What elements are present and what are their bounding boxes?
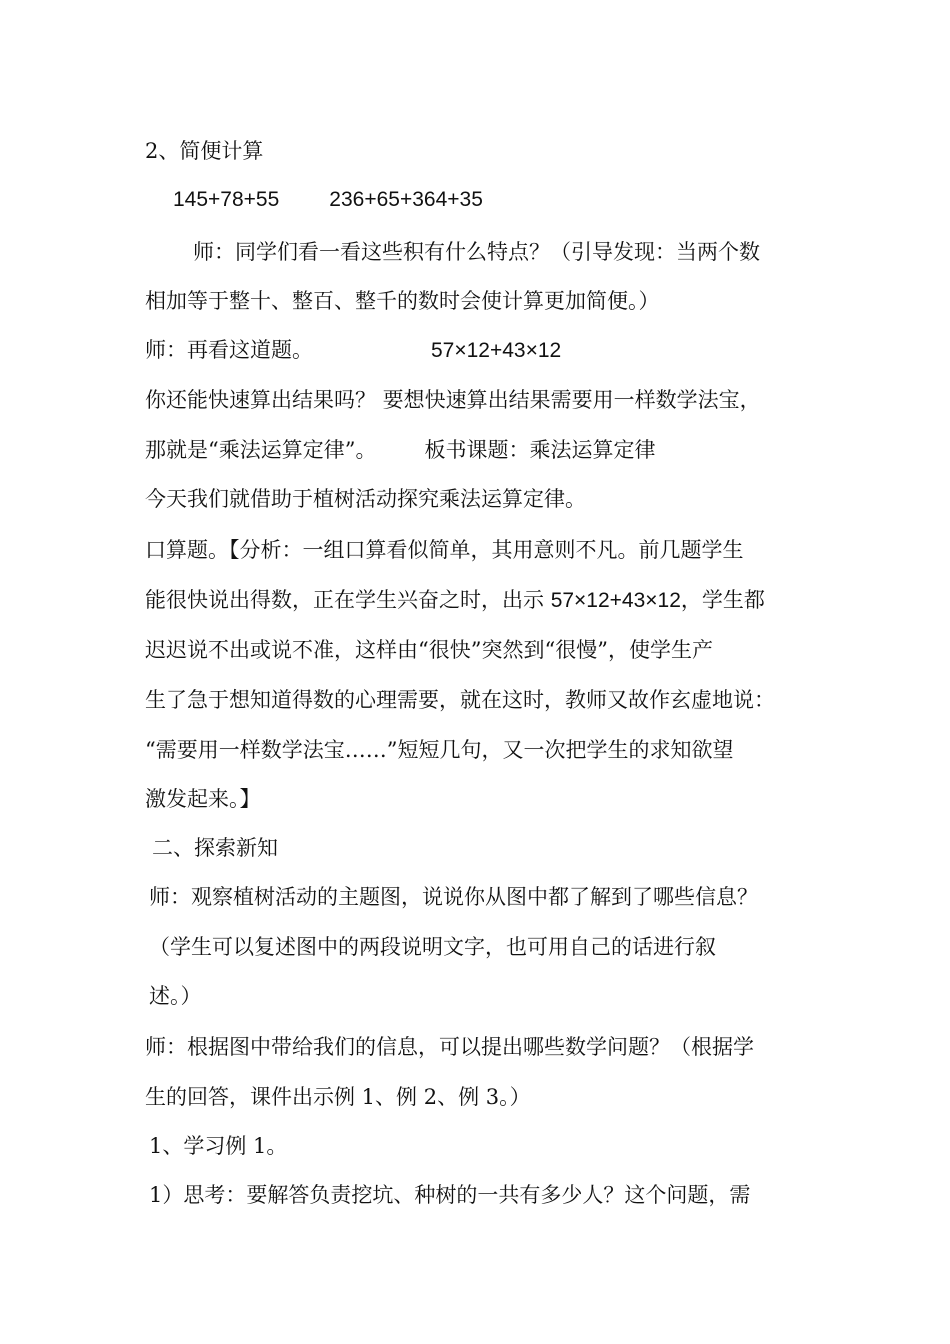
teacher-question-2-text: 师：再看这道题。 [145, 338, 313, 362]
observe-line-2: （学生可以复述图中的两段说明文字，也可用自己的话进行叙 [149, 935, 716, 959]
teacher-question-2-expression: 57×12+43×12 [431, 339, 562, 362]
expression-row [173, 180, 483, 220]
expression-b: 236+65+364+35 [329, 188, 483, 211]
example-1-title: 1、学习例 1。 [149, 1134, 288, 1158]
today-intro: 今天我们就借助于植树活动探究乘法运算定律。 [145, 487, 586, 511]
analysis-line-2 [145, 580, 765, 620]
section-heading-simplified-calc: 2、简便计算 [145, 139, 264, 163]
analysis-line-5: “需要用一样数学法宝……”短短几句，又一次把学生的求知欲望 [145, 738, 734, 762]
think-line: 1）思考：要解答负责挖坑、种树的一共有多少人？这个问题，需 [149, 1183, 751, 1207]
analysis-line-2-end: ，学生都 [680, 588, 765, 612]
analysis-line-3: 迟迟说不出或说不准，这样由“很快”突然到“很慢”，使学生产 [145, 638, 713, 662]
analysis-line-2-start: 能很快说出得数，正在学生兴奋之时，出示 [145, 588, 551, 612]
analysis-line-6: 激发起来。】 [145, 787, 261, 811]
section-heading-explore: 二、探索新知 [152, 836, 278, 860]
observe-line-3: 述。） [149, 984, 202, 1008]
analysis-line-4: 生了急于想知道得数的心理需要，就在这时，教师又故作玄虚地说： [145, 688, 775, 712]
observe-line-1: 师：观察植树活动的主题图，说说你从图中都了解到了哪些信息？ [149, 885, 758, 909]
fast-calc-paragraph-line-1: 你还能快速算出结果吗？ 要想快速算出结果需要用一样数学法宝， [145, 388, 761, 412]
analysis-line-1: 口算题。【分析：一组口算看似简单，其用意则不凡。前几题学生 [145, 538, 744, 562]
blackboard-title: 板书课题：乘法运算定律 [424, 438, 656, 462]
expression-a: 145+78+55 [173, 188, 280, 211]
teacher-question-2 [145, 330, 561, 370]
question-line-1: 师：根据图中带给我们的信息，可以提出哪些数学问题？（根据学 [145, 1035, 754, 1059]
teacher-question-1-line-2: 相加等于整十、整百、整千的数时会使计算更加简便。） [145, 289, 660, 313]
fast-calc-paragraph-line-2 [145, 430, 655, 470]
teacher-question-1-line-1: 师：同学们看一看这些积有什么特点？（引导发现：当两个数 [193, 240, 760, 264]
fast-calc-law-name: 那就是“乘法运算定律”。 [145, 438, 377, 462]
question-line-2: 生的回答，课件出示例 1、例 2、例 3。） [145, 1085, 531, 1109]
analysis-line-2-expression: 57×12+43×12 [550, 589, 681, 612]
